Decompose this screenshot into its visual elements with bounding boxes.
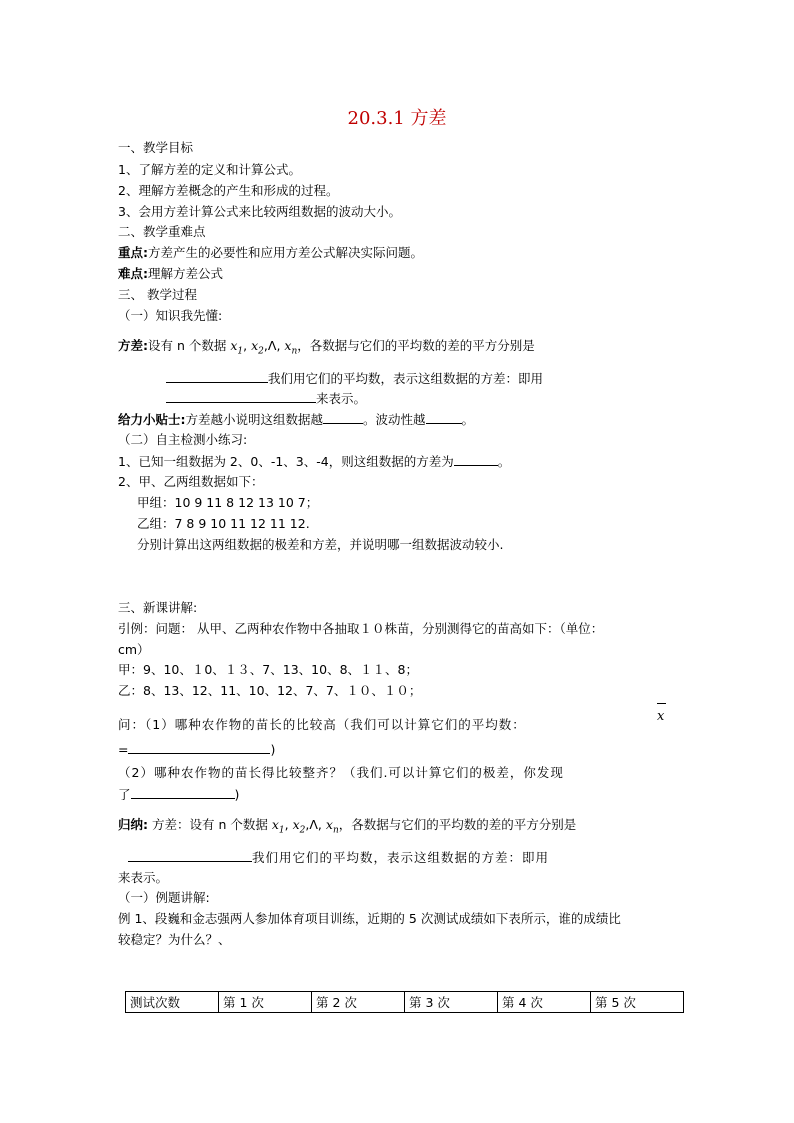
group-a-data: 甲组：10 9 11 8 12 13 10 7； [137, 495, 319, 510]
objective-item-3: 3、会用方差计算公式来比较两组数据的波动大小。 [118, 204, 401, 219]
mean-symbol-var: x [657, 709, 665, 724]
tip [118, 411, 474, 428]
variance-text: 设有 n 个数据 [148, 338, 227, 353]
question-2: 2、甲、乙两组数据如下： [118, 474, 264, 489]
table-header-cell: 测试次数 [126, 992, 219, 1013]
summary-xn-var: x [325, 817, 333, 832]
mean-symbol [657, 709, 664, 724]
variance-text-end: ，各数据与它们的平均数的差的平方分别是 [297, 338, 535, 353]
formula-xn-sub: n [291, 346, 298, 357]
summary-xn-sub: n [332, 825, 339, 836]
jia-data: 甲：9、10、１0、１３、7、13、10、8、１１、8； [118, 662, 418, 677]
example-heading: （一）例题讲解: [118, 890, 210, 905]
question-1-end: 。 [497, 454, 511, 469]
ask-2-close: ) [234, 787, 240, 802]
summary-line-2-text: 我们用它们的平均数，表示这组数据的方差：即用 [252, 850, 550, 865]
blank-field[interactable] [323, 411, 363, 424]
ask-1-close: ) [270, 742, 276, 757]
tip-label: 给力小贴士: [118, 412, 186, 427]
ask-2-line-2 [118, 786, 239, 803]
summary-x2-var: x [292, 817, 300, 832]
summary-formula-x2 [292, 817, 306, 836]
intro-line-1: 引例：问题： 从甲、乙两种农作物中各抽取１０株苗，分别测得它的苗高如下：（单位： [118, 621, 604, 636]
summary-label: 归纳: [118, 817, 148, 832]
blank-field[interactable] [131, 786, 235, 799]
ask-1-equals: = [118, 742, 129, 757]
table-header-cell: 第 5 次 [591, 992, 684, 1013]
summary-line-3: 来表示。 [118, 870, 169, 885]
variance-definition: 方差:设有 n 个数据 $x_1$, $x_2,\Lambda$, $x_n$，各数据与它们的平均数的差的平方分别是 [118, 338, 535, 357]
blank-field[interactable] [166, 390, 316, 403]
subsection-self-check: （二）自主检测小练习: [118, 432, 248, 447]
question-1 [118, 453, 510, 470]
summary-x2-sub: 2 [299, 825, 306, 836]
formula-x1-var: x [230, 338, 238, 353]
formula-x2-sub: 2 [258, 346, 264, 357]
ask-2-prefix: 了 [118, 787, 131, 802]
variance-label: 方差: [118, 338, 148, 353]
formula-xn [284, 338, 298, 357]
question-1-text: 1、已知一组数据为 2、0、-1、3、-4，则这组数据的方差为 [118, 454, 454, 469]
ask-1: 问：（1）哪种农作物的苗长的比较高（我们可以计算它们的平均数： [118, 717, 526, 732]
variance-line-3-text: 来表示。 [316, 391, 367, 406]
difficult-point-text: 理解方差公式 [148, 266, 224, 281]
section1-heading: 一、教学目标 [118, 140, 194, 155]
summary-line-2 [128, 849, 549, 866]
blank-field[interactable] [426, 411, 462, 424]
summary: 归纳: 方差：设有 n 个数据 $x_1$, $x_2,\Lambda$, $x_n$，各数据与它们的平均数的差的平方分别是 [118, 817, 577, 836]
summary-x1-sub: 1 [278, 825, 285, 836]
ask-2: （2）哪种农作物的苗长得比较整齐？（我们.可以计算它们的极差，你发现 [118, 765, 564, 780]
intro-line-2: cm） [118, 642, 150, 657]
blank-field[interactable] [454, 453, 498, 466]
example-line-1: 例 1、段巍和金志强两人参加体育项目训练，近期的 5 次测试成绩如下表所示，谁的成绩比 [118, 911, 621, 926]
blank-field[interactable] [128, 741, 270, 754]
formula-x1-sub: 1 [237, 346, 244, 357]
formula-x2-var: x [251, 338, 259, 353]
page-title: 20.3.1 方差 [347, 108, 447, 129]
group-b-data: 乙组：7 8 9 10 11 12 11 12. [137, 516, 310, 531]
yi-data: 乙：8、13、12、11、10、12、7、7、１０、１０； [118, 683, 422, 698]
variance-line-2 [166, 370, 543, 387]
formula-xn-var: x [284, 338, 292, 353]
ask-1-line-2 [118, 741, 275, 758]
new-lesson-heading: 三、新课讲解: [118, 600, 198, 615]
difficult-point [118, 266, 223, 282]
key-point [118, 245, 423, 261]
summary-formula-x1 [271, 817, 285, 836]
blank-field[interactable] [128, 849, 252, 862]
objective-item-1: 1、了解方差的定义和计算公式。 [118, 162, 301, 177]
difficult-point-label: 难点: [118, 266, 148, 281]
summary-text: 方差：设有 n 个数据 [148, 817, 268, 832]
summary-formula-xn [325, 817, 339, 836]
section2-heading: 二、教学重难点 [118, 224, 206, 239]
score-table [125, 991, 684, 1013]
subsection-knowledge: （一）知识我先懂: [118, 308, 223, 323]
table-header-cell: 第 3 次 [405, 992, 498, 1013]
formula-ellipsis: Λ [267, 338, 277, 353]
variance-line-2-text: 我们用它们的平均数，表示这组数据的方差：即用 [268, 371, 544, 386]
table-row [126, 992, 684, 1013]
tip-text-c: 。 [461, 412, 475, 427]
tip-text-b: 。波动性越 [363, 412, 426, 427]
summary-ellipsis: Λ [309, 817, 318, 832]
table-header-cell: 第 4 次 [498, 992, 591, 1013]
summary-x1-var: x [271, 817, 279, 832]
objective-item-2: 2、理解方差概念的产生和形成的过程。 [118, 183, 339, 198]
table-header-cell: 第 2 次 [312, 992, 405, 1013]
question-2-task: 分别计算出这两组数据的极差和方差，并说明哪一组数据波动较小. [137, 537, 504, 552]
section3-heading: 三、 教学过程 [118, 287, 197, 302]
summary-text-end: ，各数据与它们的平均数的差的平方分别是 [338, 817, 577, 832]
blank-field[interactable] [166, 370, 268, 383]
variance-line-3 [166, 390, 366, 407]
tip-text-a: 方差越小说明这组数据越 [185, 412, 324, 427]
formula-x2 [251, 338, 264, 357]
formula-x1 [230, 338, 244, 357]
key-point-label: 重点: [118, 245, 148, 260]
example-line-2: 较稳定？为什么？、 [118, 932, 231, 947]
table-header-cell: 第 1 次 [219, 992, 312, 1013]
key-point-text: 方差产生的必要性和应用方差公式解决实际问题。 [148, 245, 424, 260]
